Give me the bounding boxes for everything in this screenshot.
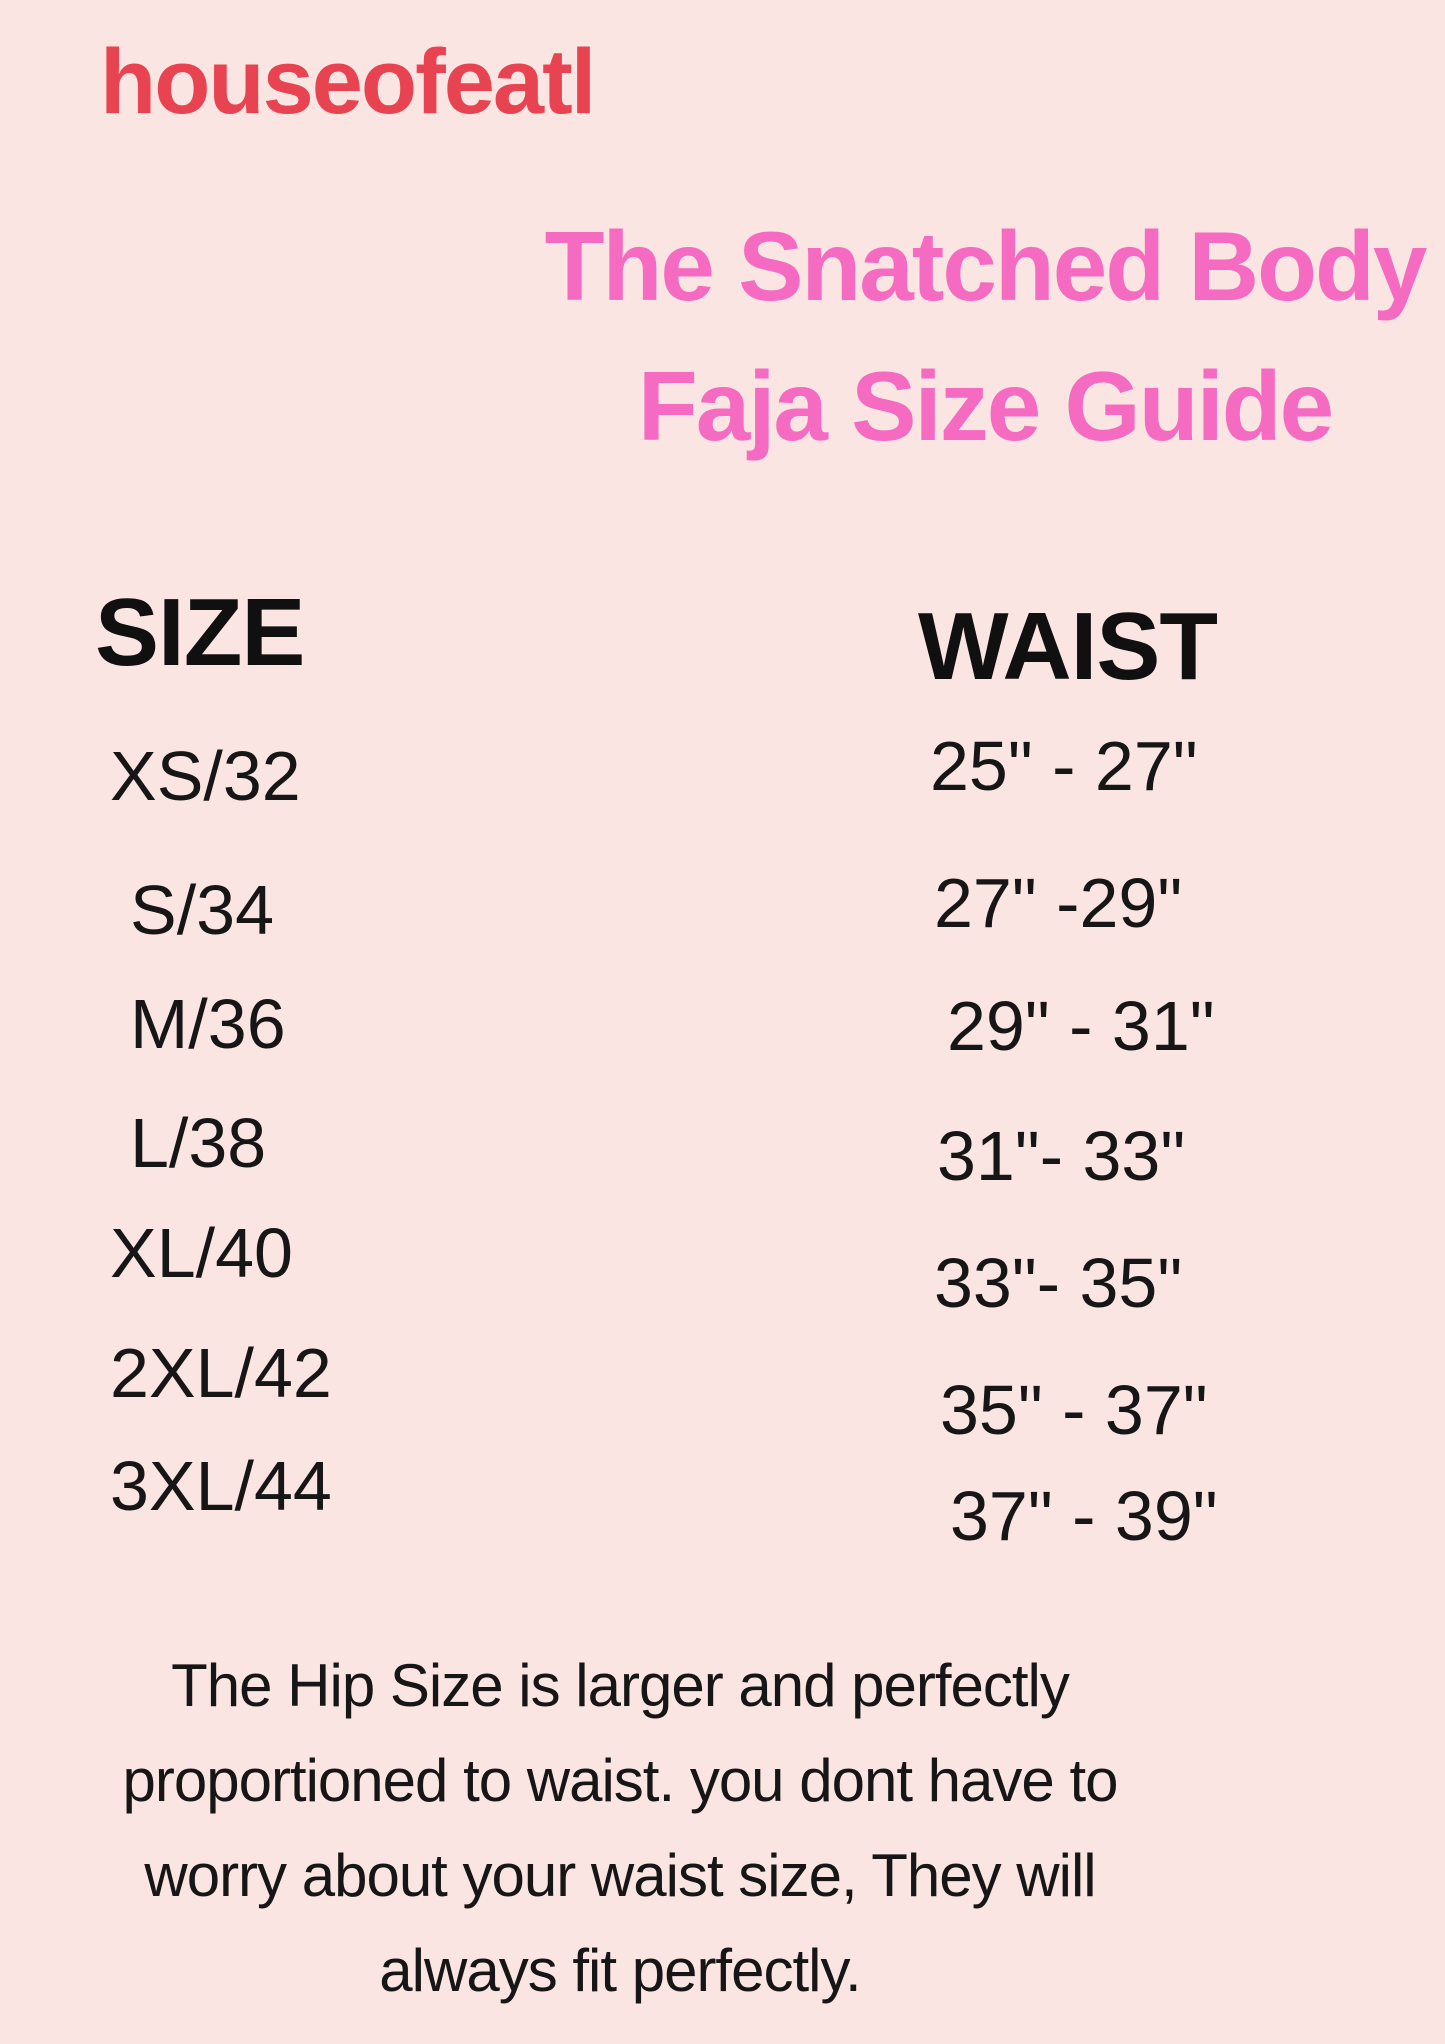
size-column-header: SIZE xyxy=(95,579,305,686)
waist-cell: 27" -29" xyxy=(934,864,1183,942)
size-cell: 3XL/44 xyxy=(110,1447,332,1525)
waist-column-header: WAIST xyxy=(918,593,1217,700)
size-cell: S/34 xyxy=(130,871,274,949)
waist-cell: 25" - 27" xyxy=(930,727,1198,805)
size-cell: L/38 xyxy=(130,1104,267,1182)
brand-logo: houseofeatl xyxy=(100,31,595,133)
waist-cell: 35" - 37" xyxy=(940,1371,1208,1449)
title-line-1: The Snatched Body xyxy=(544,211,1426,321)
waist-cell: 33"- 35" xyxy=(934,1244,1183,1322)
note-line: always fit perfectly. xyxy=(379,1937,861,2004)
waist-cell: 37" - 39" xyxy=(950,1477,1218,1555)
size-cell: M/36 xyxy=(130,985,286,1063)
size-cell: XS/32 xyxy=(110,737,301,815)
size-guide-title xyxy=(420,196,1445,476)
title-line-2: Faja Size Guide xyxy=(637,351,1333,461)
size-cell: XL/40 xyxy=(110,1214,293,1292)
waist-cell: 29" - 31" xyxy=(947,987,1215,1065)
size-cell: 2XL/42 xyxy=(110,1334,332,1412)
waist-cell: 31"- 33" xyxy=(937,1117,1186,1195)
note-line: proportioned to waist. you dont have to xyxy=(122,1747,1118,1814)
note-line: worry about your waist size, They will xyxy=(144,1842,1096,1909)
fit-note xyxy=(25,1638,1215,2018)
note-line: The Hip Size is larger and perfectly xyxy=(171,1652,1069,1719)
